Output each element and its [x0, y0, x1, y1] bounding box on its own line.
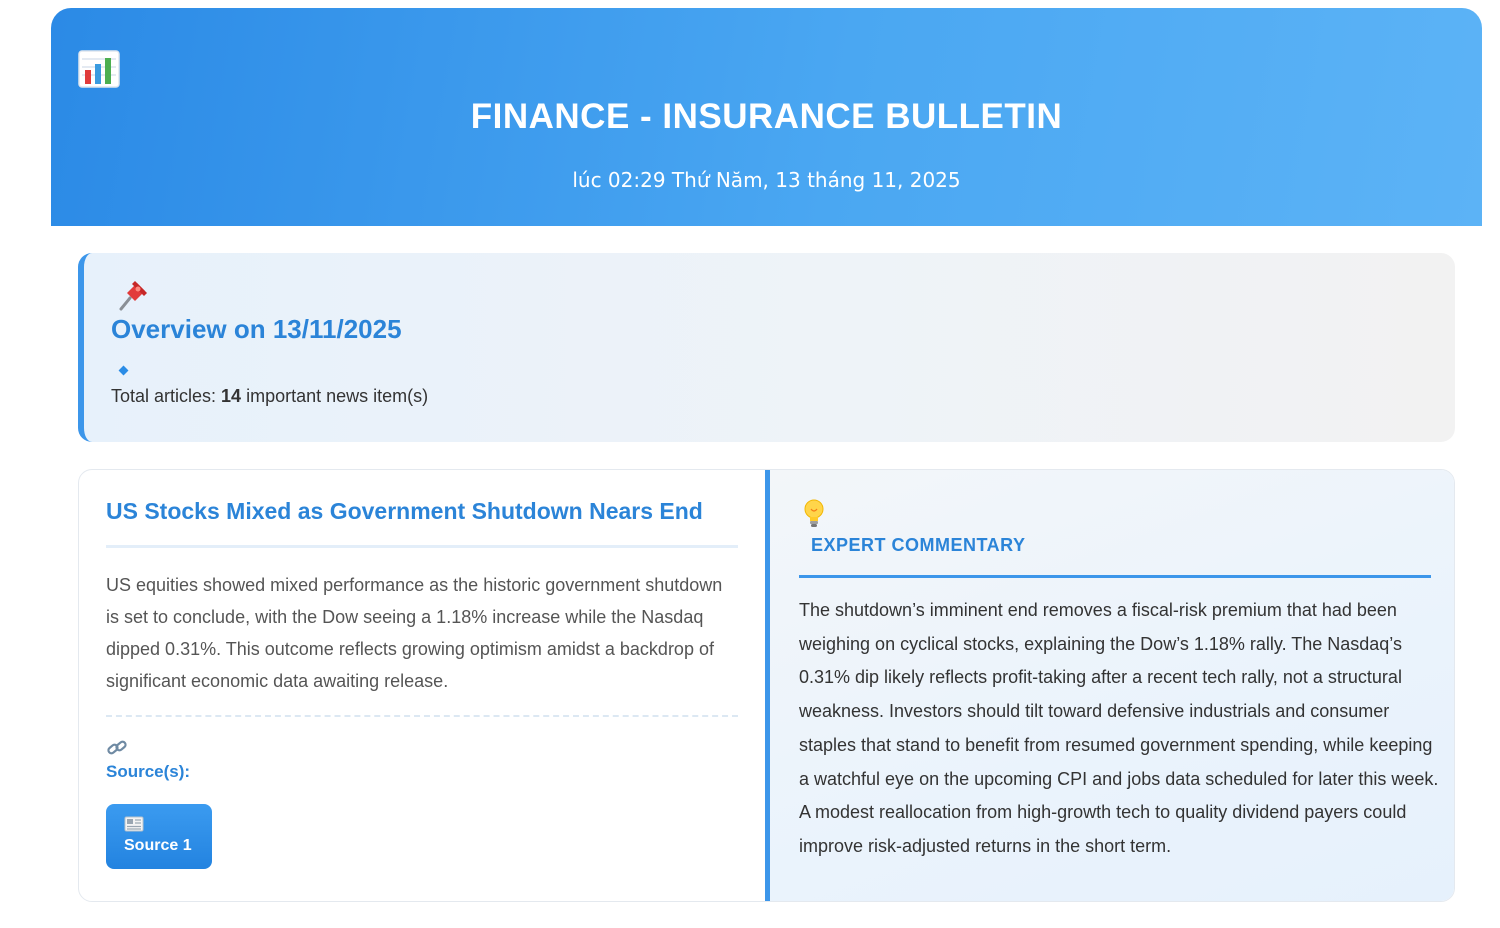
total-suffix: important news item(s)	[241, 386, 429, 406]
source-1-label: Source 1	[124, 837, 192, 854]
article-title[interactable]: US Stocks Mixed as Government Shutdown Nears End	[106, 498, 703, 524]
bulletin-datetime: lúc 02:29 Thứ Năm, 13 tháng 11, 2025	[572, 168, 961, 192]
article-card	[78, 469, 1455, 902]
expert-commentary-section	[765, 470, 1455, 901]
divider	[106, 545, 738, 548]
source-1-button[interactable]	[106, 804, 212, 869]
total-articles	[111, 386, 428, 407]
bulletin-title: FINANCE - INSURANCE BULLETIN	[470, 97, 1063, 136]
bar-chart-icon	[78, 50, 120, 88]
diamond-icon	[119, 366, 129, 376]
divider-dashed	[106, 715, 738, 717]
overview-title: Overview on 13/11/2025	[111, 314, 402, 344]
total-prefix: Total articles:	[111, 386, 222, 406]
newspaper-icon	[124, 816, 144, 832]
link-icon	[106, 738, 128, 758]
total-count: 14	[221, 386, 242, 406]
article-summary: US equities showed mixed performance as the historic government shutdown is set to conclude, with the Dow seeing a 1.18% increase while the Nasdaq dipped 0.31%. This outcome reflects growing optimism amidst a backdrop of significant economic data awaiting release.	[106, 575, 723, 691]
article-section	[79, 470, 765, 901]
commentary-divider	[799, 575, 1431, 578]
lightbulb-icon	[799, 497, 829, 529]
overview-panel	[78, 253, 1455, 442]
commentary-title: EXPERT COMMENTARY	[811, 535, 1026, 555]
pushpin-icon	[115, 277, 151, 311]
bulletin-header	[51, 8, 1482, 226]
commentary-text: The shutdown’s imminent end removes a fiscal-risk premium that had been weighing on cyclical stocks, explaining the Dow’s 1.18% rally. The Nasdaq’s 0.31% dip likely reflects profit-taking after a recent tech rally, not a structural weakness. Investors should tilt toward defensive industrials and consumer staples that stand to benefit from resumed government spending, while keeping a watchful eye on the upcoming CPI and jobs data scheduled for later this week. A modest reallocation from high-growth tech to quality dividend payers could improve risk-adjusted returns in the short term.	[799, 600, 1439, 856]
sources-label: Source(s):	[106, 762, 191, 781]
